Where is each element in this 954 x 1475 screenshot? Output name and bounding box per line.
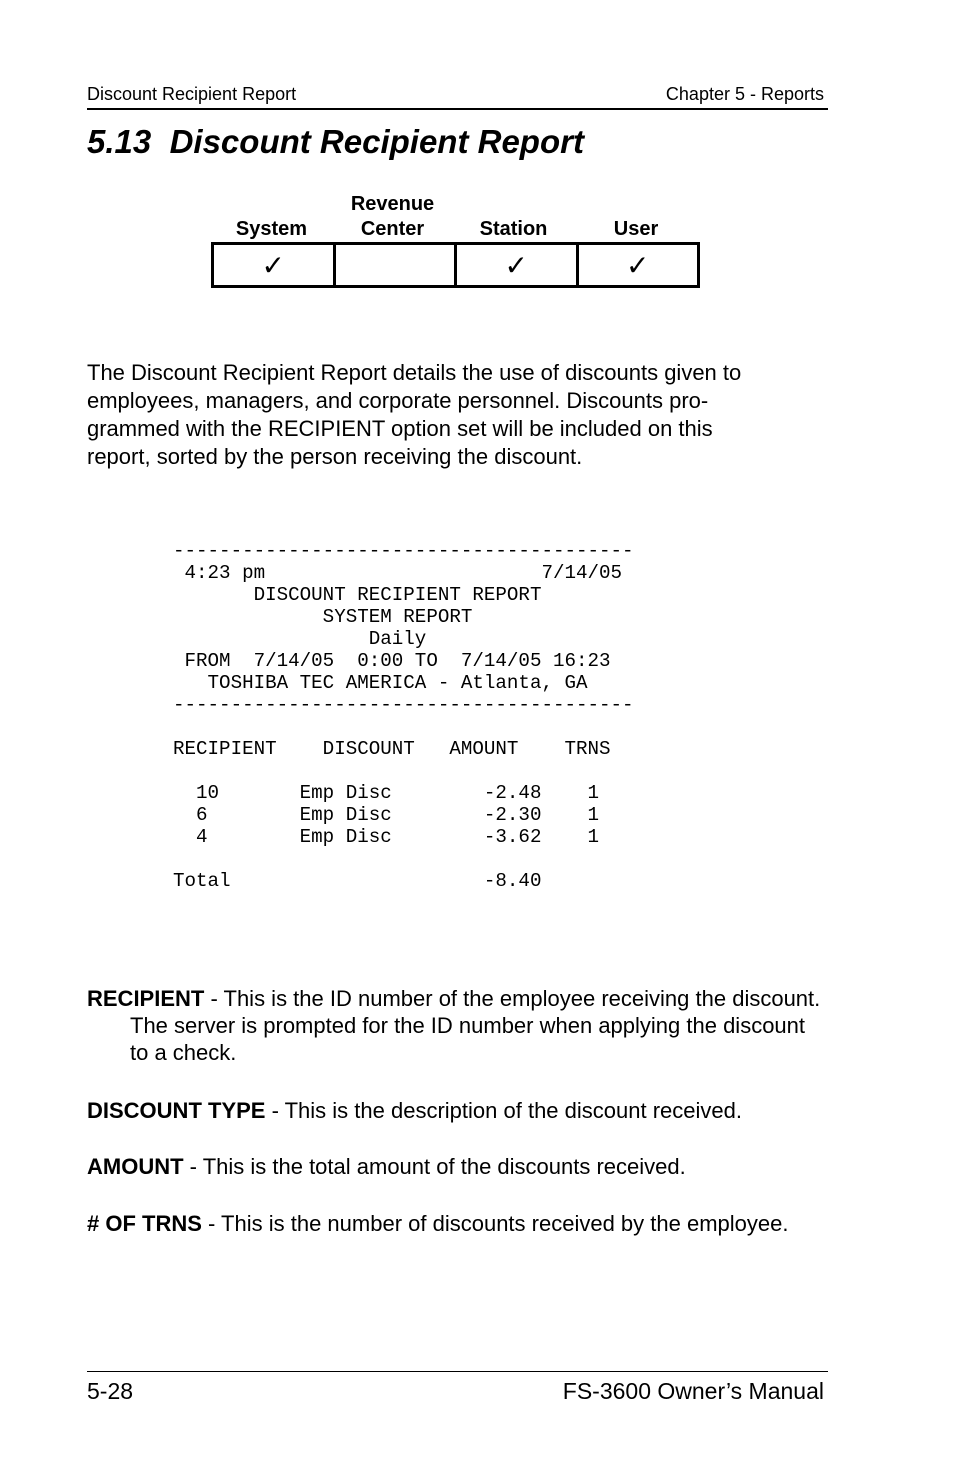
- page-header: [87, 84, 828, 110]
- report-line: Total -8.40: [173, 870, 542, 892]
- definition-term: AMOUNT: [87, 1154, 184, 1179]
- report-line: 4:23 pm 7/14/05: [173, 562, 623, 584]
- page-footer: [87, 1371, 828, 1404]
- report-line: 4 Emp Disc -3.62 1: [173, 826, 600, 848]
- section-title: [87, 123, 584, 161]
- definition-term: DISCOUNT TYPE: [87, 1098, 266, 1123]
- definition-term: # OF TRNS: [87, 1211, 202, 1236]
- section-title-text: Discount Recipient Report: [169, 123, 584, 160]
- report-line: [173, 848, 634, 870]
- report-line: FROM 7/14/05 0:00 TO 7/14/05 16:23: [173, 650, 611, 672]
- header-chapter-name: Chapter 5 - Reports: [665, 84, 824, 104]
- definition-num-trns: [87, 1210, 827, 1237]
- report-level-header-user: User: [613, 218, 659, 240]
- report-line: 6 Emp Disc -2.30 1: [173, 804, 600, 826]
- definition-text: - This is the total amount of the discounts received.: [183, 1154, 686, 1179]
- definition-text: - This is the description of the discount received.: [265, 1098, 742, 1123]
- report-line: RECIPIENT DISCOUNT AMOUNT TRNS: [173, 738, 611, 760]
- report-level-header-system: System: [235, 218, 308, 240]
- report-level-header-revenue-center: Revenue Center: [350, 193, 435, 240]
- checkmark-icon: ✓: [626, 248, 650, 282]
- report-line: [173, 760, 634, 782]
- intro-paragraph: The Discount Recipient Report details the use of discounts given to employees, managers, and corporate personnel. Discounts pro- grammed with the RECIPIENT option set will be included on this report, sorted by the person receiving the discount.: [87, 360, 742, 469]
- header-section-name: Discount Recipient Report: [87, 84, 297, 104]
- report-line: [173, 716, 634, 738]
- report-printout: [173, 540, 634, 892]
- page-number: 5-28: [87, 1378, 134, 1404]
- report-level-header-station: Station: [479, 218, 548, 240]
- checkmark-icon: ✓: [214, 245, 336, 285]
- report-line: TOSHIBA TEC AMERICA - Atlanta, GA: [173, 672, 588, 694]
- report-line: DISCOUNT RECIPIENT REPORT: [173, 584, 542, 606]
- report-level-table: [211, 190, 700, 288]
- definition-term: RECIPIENT: [87, 986, 205, 1011]
- report-level-headers: [211, 190, 700, 242]
- report-line: ----------------------------------------: [173, 694, 634, 716]
- report-line: ----------------------------------------: [173, 540, 634, 562]
- report-line: SYSTEM REPORT: [173, 606, 473, 628]
- checkmark-icon: ✓: [457, 245, 579, 285]
- report-level-cells: [211, 242, 700, 288]
- definition-amount: [87, 1153, 827, 1180]
- report-line: 10 Emp Disc -2.48 1: [173, 782, 600, 804]
- definition-text: - This is the ID number of the employee receiving the discount. The server is prompted for the ID number when applying the discount to a check.: [130, 986, 821, 1065]
- section-number: 5.13: [87, 123, 152, 160]
- manual-title: FS-3600 Owner’s Manual: [562, 1378, 824, 1404]
- definition-recipient: [87, 985, 827, 1066]
- report-line: Daily: [173, 628, 427, 650]
- report-level-cell-empty: [336, 245, 458, 285]
- definition-text: - This is the number of discounts received by the employee.: [201, 1211, 789, 1236]
- definition-discount-type: [87, 1097, 827, 1124]
